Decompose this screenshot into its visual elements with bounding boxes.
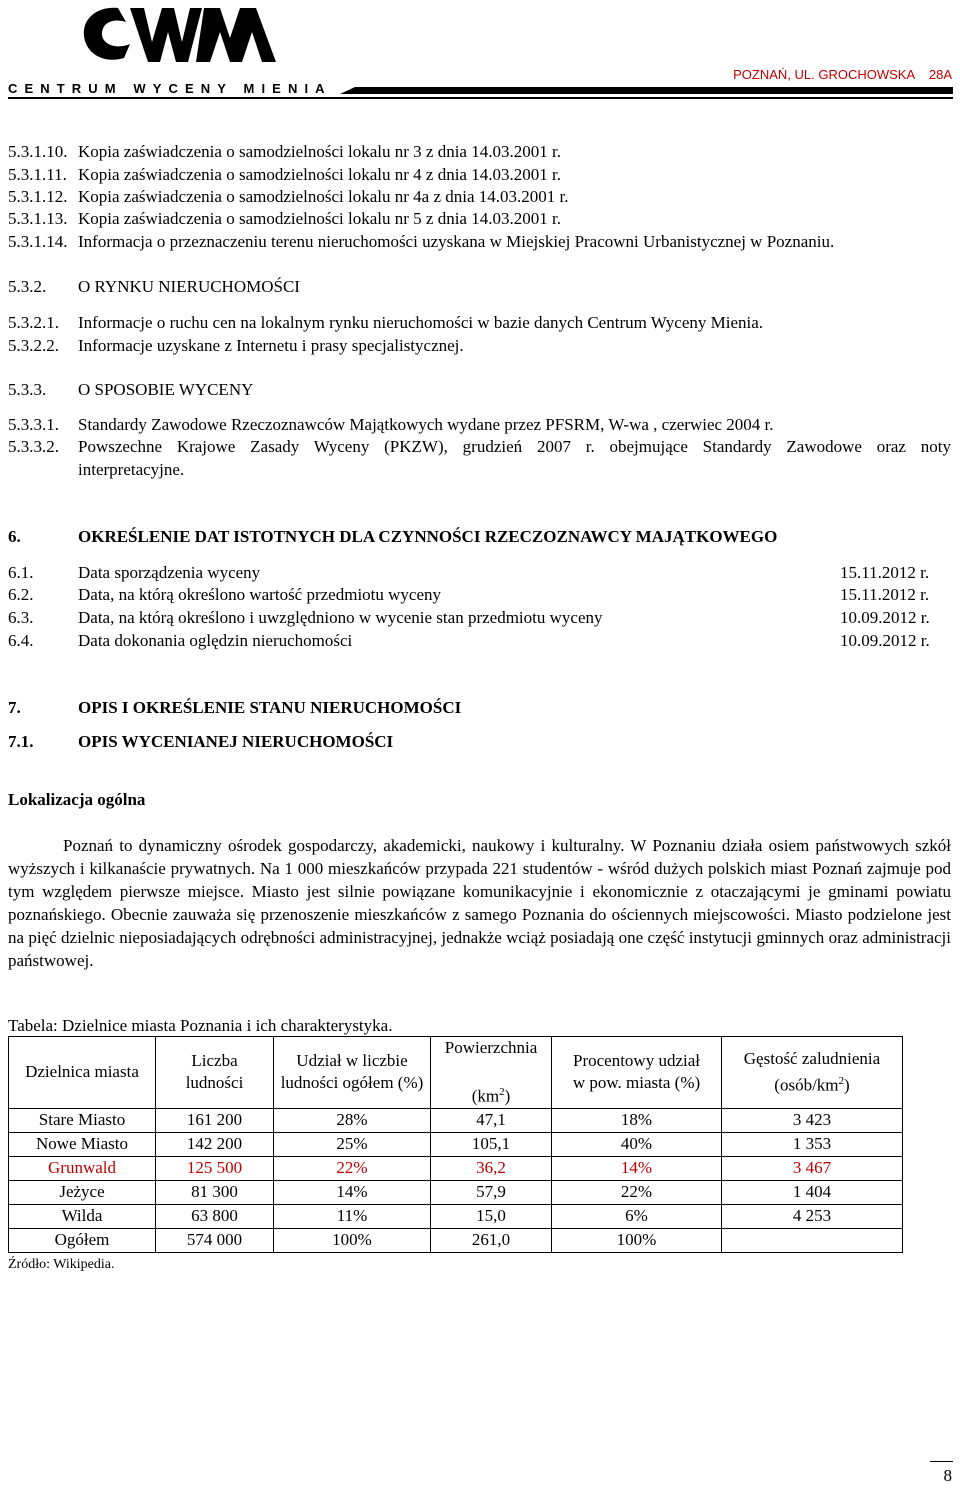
section-number: 7.	[8, 698, 21, 717]
list-item-number: 5.3.3.2.	[8, 437, 59, 456]
table-cell: 22%	[552, 1180, 722, 1204]
list-item-number: 5.3.1.10.	[8, 142, 68, 161]
list-item-continuation: interpretacyjne.	[78, 460, 185, 479]
table-cell: 105,1	[431, 1132, 552, 1156]
table-cell: Nowe Miasto	[9, 1132, 156, 1156]
table-cell: 3 423	[722, 1108, 903, 1132]
table-cell: 1 353	[722, 1132, 903, 1156]
column-header: Procentowy udział w pow. miasta (%)	[552, 1037, 722, 1109]
date-value: 15.11.2012 r.	[840, 563, 930, 582]
table-cell: Jeżyce	[9, 1180, 156, 1204]
list-item: Kopia zaświadczenia o samodzielności lokalu nr 4a z dnia 14.03.2001 r.	[78, 187, 569, 206]
date-value: 10.09.2012 r.	[840, 631, 930, 650]
list-item-number: 5.3.2.1.	[8, 313, 59, 332]
section-title: OPIS WYCENIANEJ NIERUCHOMOŚCI	[78, 732, 394, 751]
table-cell: 14%	[552, 1156, 722, 1180]
table-row	[9, 1108, 903, 1132]
column-header: Liczba ludności	[156, 1037, 274, 1109]
list-item: Data, na którą określono i uwzględniono w wycenie stan przedmiotu wyceny	[78, 608, 603, 627]
list-item-number: 6.4.	[8, 631, 34, 650]
list-item-number: 5.3.1.11.	[8, 165, 67, 184]
list-item: Data dokonania oględzin nieruchomości	[78, 631, 353, 650]
table-cell: 3 467	[722, 1156, 903, 1180]
table-caption: Tabela: Dzielnice miasta Poznania i ich charakterystyka.	[8, 1016, 393, 1035]
table-cell	[722, 1228, 903, 1252]
section-number: 5.3.3.	[8, 380, 47, 399]
column-header: Gęstość zaludnienia $(osób/km^2)$	[722, 1037, 903, 1109]
list-item: Informacje o ruchu cen na lokalnym rynku nieruchomości w bazie danych Centrum Wyceny Mienia.	[78, 313, 764, 332]
subsection-heading: Lokalizacja ogólna	[8, 790, 146, 809]
table-cell: 47,1	[431, 1108, 552, 1132]
table-cell: 63 800	[156, 1204, 274, 1228]
table-cell: 14%	[274, 1180, 431, 1204]
table-cell: 18%	[552, 1108, 722, 1132]
page-number: 8	[943, 1466, 952, 1485]
company-logo	[78, 2, 278, 64]
section-title: O RYNKU NIERUCHOMOŚCI	[78, 277, 300, 296]
list-item-number: 5.3.2.2.	[8, 336, 59, 355]
section-title: OKREŚLENIE DAT ISTOTNYCH DLA CZYNNOŚCI RZECZOZNAWCY MAJĄTKOWEGO	[78, 527, 778, 546]
table-cell: Ogółem	[9, 1228, 156, 1252]
table-cell: 100%	[552, 1228, 722, 1252]
list-item: Data sporządzenia wyceny	[78, 563, 261, 582]
table-cell: 40%	[552, 1132, 722, 1156]
table-cell: 574 000	[156, 1228, 274, 1252]
table-row-highlighted	[9, 1156, 903, 1180]
table-cell: 57,9	[431, 1180, 552, 1204]
list-item: Informacja o przeznaczeniu terenu nieruchomości uzyskana w Miejskiej Pracowni Urbanistycznej w Poznaniu.	[78, 232, 835, 251]
list-item: Kopia zaświadczenia o samodzielności lokalu nr 4 z dnia 14.03.2001 r.	[78, 165, 561, 184]
list-item-number: 6.3.	[8, 608, 34, 627]
list-item: Kopia zaświadczenia o samodzielności lokalu nr 3 z dnia 14.03.2001 r.	[78, 142, 561, 161]
table-source: Źródło: Wikipedia.	[8, 1257, 115, 1272]
table-cell: 4 253	[722, 1204, 903, 1228]
table-cell: 125 500	[156, 1156, 274, 1180]
table-cell: 100%	[274, 1228, 431, 1252]
list-item: Kopia zaświadczenia o samodzielności lokalu nr 5 z dnia 14.03.2001 r.	[78, 209, 561, 228]
paragraph-text: Poznań to dynamiczny ośrodek gospodarczy, akademicki, naukowy i kulturalny. W Poznaniu działa osiem państwowych szkół wyższych i kilkanaście prywatnych. Na 1 000 mieszkańców przypada 221 studentów - wśród dużych polskich miast Poznań zajmuje pod tym względem pierwsze miejsce. Miasto jest silnie powiązane komunikacyjnie i ekonomicznie z otaczającymi je gminami powiatu poznańskiego. Obecnie zauważa się przenoszenie mieszkańców z samego Poznania do ościennych miejscowości. Miasto podzielone jest na pięć dzielnic nieposiadających odrębności administracyjnej, jednakże wciąż posiadają one część instytucji gminnych oraz administracji państwowej.	[8, 836, 951, 970]
paragraph	[8, 834, 951, 972]
header-address: POZNAŃ, UL. GROCHOWSKA 28A	[733, 67, 952, 82]
logo-wordmark: CENTRUM WYCENY MIENIA	[8, 81, 332, 96]
list-item: Powszechne Krajowe Zasady Wyceny (PKZW), grudzień 2007 r. obejmujące Standardy Zawodowe oraz noty	[78, 437, 951, 456]
table-cell: 36,2	[431, 1156, 552, 1180]
column-header: Powierzchnia $(km^2)$	[431, 1037, 552, 1109]
section-title: O SPOSOBIE WYCENY	[78, 380, 254, 399]
table-row	[9, 1204, 903, 1228]
list-item-number: 5.3.1.13.	[8, 209, 68, 228]
section-number: 6.	[8, 527, 21, 546]
table-cell: 261,0	[431, 1228, 552, 1252]
list-item-number: 5.3.1.14.	[8, 232, 68, 251]
list-item-number: 6.2.	[8, 585, 34, 604]
column-header: Udział w liczbie ludności ogółem (%)	[274, 1037, 431, 1109]
table-cell: Wilda	[9, 1204, 156, 1228]
list-item: Standardy Zawodowe Rzeczoznawców Majątkowych wydane przez PFSRM, W-wa , czerwiec 2004 r.	[78, 415, 774, 434]
table-cell: Stare Miasto	[9, 1108, 156, 1132]
list-item-number: 5.3.1.12.	[8, 187, 68, 206]
table-cell: 28%	[274, 1108, 431, 1132]
header-divider	[8, 97, 953, 99]
table-cell: 161 200	[156, 1108, 274, 1132]
table-cell: 15,0	[431, 1204, 552, 1228]
date-value: 10.09.2012 r.	[840, 608, 930, 627]
table-cell: 22%	[274, 1156, 431, 1180]
table-cell: 81 300	[156, 1180, 274, 1204]
column-header: Dzielnica miasta	[9, 1037, 156, 1109]
list-item-number: 5.3.3.1.	[8, 415, 59, 434]
date-value: 15.11.2012 r.	[840, 585, 930, 604]
table-cell: 11%	[274, 1204, 431, 1228]
list-item: Informacje uzyskane z Internetu i prasy specjalistycznej.	[78, 336, 464, 355]
table-cell: 1 404	[722, 1180, 903, 1204]
table-cell: 142 200	[156, 1132, 274, 1156]
table-header-row	[9, 1037, 903, 1109]
table-cell: Grunwald	[9, 1156, 156, 1180]
list-item-number: 6.1.	[8, 563, 34, 582]
table-cell: 25%	[274, 1132, 431, 1156]
page-number-rule	[930, 1461, 953, 1462]
header-bar-wedge	[340, 87, 355, 94]
section-number: 5.3.2.	[8, 277, 47, 296]
section-number: 7.1.	[8, 732, 34, 751]
header-bar	[355, 87, 953, 94]
districts-table	[8, 1036, 903, 1253]
table-cell: 6%	[552, 1204, 722, 1228]
table-row	[9, 1180, 903, 1204]
table-total-row	[9, 1228, 903, 1252]
table-row	[9, 1132, 903, 1156]
list-item: Data, na którą określono wartość przedmiotu wyceny	[78, 585, 442, 604]
section-title: OPIS I OKREŚLENIE STANU NIERUCHOMOŚCI	[78, 698, 462, 717]
